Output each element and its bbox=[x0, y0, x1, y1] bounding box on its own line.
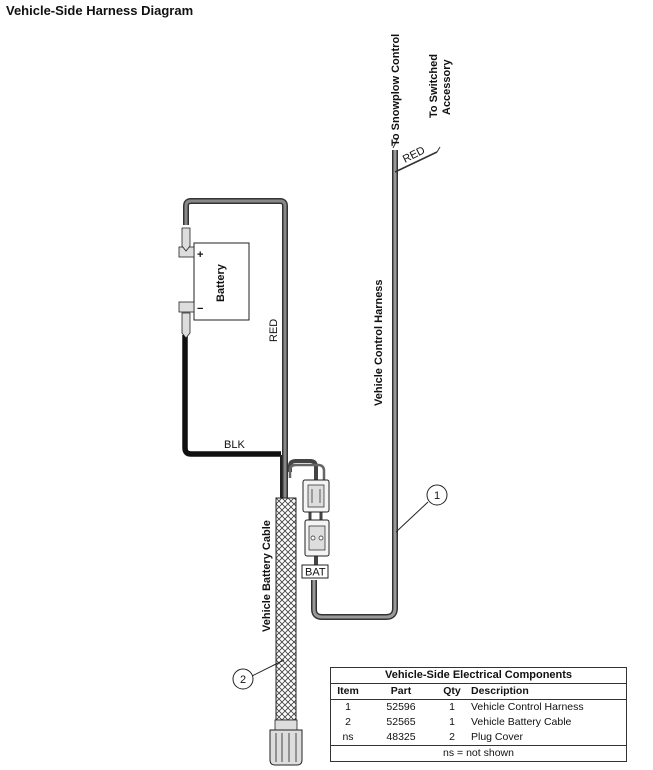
row-qty: 1 bbox=[449, 716, 455, 728]
switched-accessory-label-2: Accessory bbox=[441, 59, 453, 115]
row-item: ns bbox=[342, 731, 354, 743]
black-battery-cable bbox=[185, 335, 281, 454]
table-caption-row bbox=[331, 668, 627, 684]
row-description: Plug Cover bbox=[471, 731, 523, 743]
table-footnote: ns = not shown bbox=[331, 746, 627, 762]
red-lead-label: RED bbox=[400, 144, 428, 166]
row-description: Vehicle Control Harness bbox=[471, 701, 584, 713]
row-part: 52565 bbox=[386, 716, 416, 728]
table-caption: Vehicle-Side Electrical Components bbox=[331, 668, 627, 684]
vehicle-battery-cable bbox=[270, 455, 302, 765]
table-row bbox=[331, 715, 627, 730]
battery-cable-label: Vehicle Battery Cable bbox=[261, 520, 273, 632]
callout-2-label: 2 bbox=[239, 674, 247, 686]
row-qty: 2 bbox=[449, 731, 455, 743]
header-qty: Qty bbox=[437, 684, 467, 700]
row-qty: 1 bbox=[449, 701, 455, 713]
bat-tag-label: BAT bbox=[305, 566, 326, 579]
red-cable-label: RED bbox=[268, 318, 280, 342]
table-footnote-row bbox=[331, 746, 627, 762]
header-description: Description bbox=[467, 684, 627, 700]
bat-tag bbox=[302, 565, 328, 579]
page-title: Vehicle-Side Harness Diagram bbox=[6, 3, 194, 18]
battery-minus-label: − bbox=[197, 303, 204, 315]
table-header-row bbox=[331, 684, 627, 700]
battery-label: Battery bbox=[215, 264, 227, 302]
battery bbox=[179, 228, 249, 338]
table-row bbox=[331, 730, 627, 746]
switched-accessory-label-1: To Switched bbox=[428, 54, 440, 118]
row-part: 52596 bbox=[386, 701, 416, 713]
snowplow-control-label: To Snowplow Control bbox=[390, 33, 402, 146]
row-description: Vehicle Battery Cable bbox=[471, 716, 572, 728]
blk-cable-label: BLK bbox=[224, 439, 245, 451]
battery-plus-label: + bbox=[197, 249, 204, 261]
header-item: Item bbox=[331, 684, 366, 700]
row-item: 2 bbox=[345, 716, 351, 728]
row-item: 1 bbox=[345, 701, 351, 713]
components-table bbox=[330, 667, 627, 762]
table-row bbox=[331, 700, 627, 716]
header-part: Part bbox=[365, 684, 437, 700]
harness-connector bbox=[303, 480, 329, 556]
row-part: 48325 bbox=[386, 731, 416, 743]
control-harness-label: Vehicle Control Harness bbox=[373, 279, 385, 406]
callout-1-label: 1 bbox=[433, 490, 441, 502]
callout-1 bbox=[396, 485, 447, 532]
